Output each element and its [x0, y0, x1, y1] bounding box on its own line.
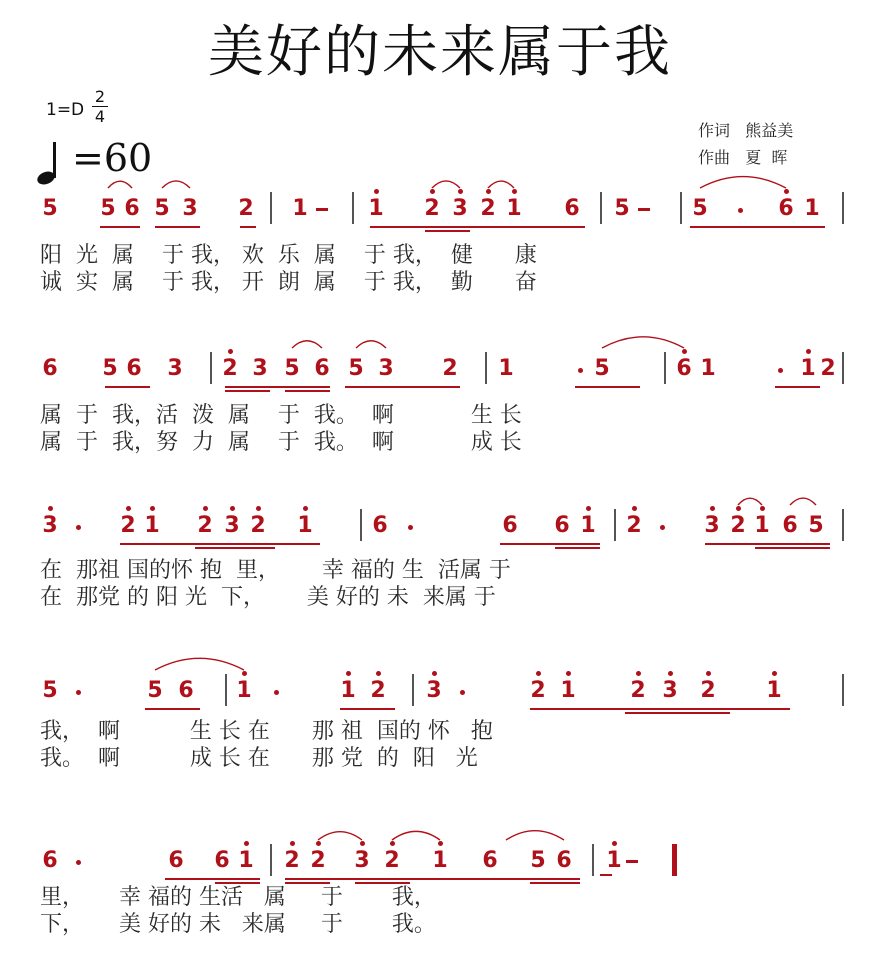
slur — [602, 337, 684, 348]
song-title: 美好的未来属于我 — [208, 20, 672, 85]
note-2: 2 — [370, 678, 386, 703]
note-2: 2 — [630, 678, 646, 703]
slur — [432, 181, 460, 188]
note-1: 1 — [800, 356, 816, 381]
note-6: 6 — [372, 513, 388, 538]
note-1: 1 — [498, 356, 514, 381]
note-1: 1 — [804, 196, 820, 221]
note-2: 2 — [284, 848, 300, 873]
note-2: 2 — [197, 513, 213, 538]
note-5: 5 — [42, 196, 58, 221]
lyric-line-1-verse-1: 阳 光 属 于 我， 欢 乐 属 于 我， 健 康 — [40, 243, 537, 268]
note-5: 5 — [594, 356, 610, 381]
note-3: 3 — [452, 196, 468, 221]
lyric-line-3-verse-2: 在 那党 的 阳 光 下， 美 好的 未 来属 于 — [40, 585, 496, 610]
slur — [506, 831, 564, 840]
note-6: 6 — [554, 513, 570, 538]
time-signature-top: 2 — [94, 87, 106, 106]
tempo-marking: =60 — [72, 136, 153, 180]
note-1: 1 — [297, 513, 313, 538]
slur — [738, 498, 762, 505]
slur — [108, 181, 132, 188]
slur — [700, 177, 786, 188]
note-5: 5 — [348, 356, 364, 381]
note-1: 1 — [766, 678, 782, 703]
note-6: 6 — [502, 513, 518, 538]
slur — [155, 658, 244, 670]
lyricist-credit: 作词 熊益美 — [698, 121, 794, 140]
note-1: 1 — [292, 196, 308, 221]
slur — [318, 832, 362, 840]
note-2: 2 — [626, 513, 642, 538]
note-1: 1 — [368, 196, 384, 221]
time-signature-bottom: 4 — [94, 107, 106, 126]
note-5: 5 — [102, 356, 118, 381]
note-6: 6 — [314, 356, 330, 381]
note-2: 2 — [700, 678, 716, 703]
slur — [292, 341, 322, 348]
note-3: 3 — [662, 678, 678, 703]
note-3: 3 — [182, 196, 198, 221]
note-5: 5 — [147, 678, 163, 703]
slur — [790, 498, 816, 505]
note-2: 2 — [222, 356, 238, 381]
note-1: 1 — [238, 848, 254, 873]
note-2: 2 — [820, 356, 836, 381]
note-3: 3 — [354, 848, 370, 873]
note-2: 2 — [480, 196, 496, 221]
note-1: 1 — [506, 196, 522, 221]
note-6: 6 — [178, 678, 194, 703]
slur — [356, 341, 386, 348]
note-6: 6 — [564, 196, 580, 221]
note-5: 5 — [100, 196, 116, 221]
slur — [392, 831, 440, 840]
note-1: 1 — [432, 848, 448, 873]
lyric-line-5-verse-2: 下， 美 好的 未 来属 于 我。 — [40, 912, 436, 937]
note-1: 1 — [560, 678, 576, 703]
note-2: 2 — [120, 513, 136, 538]
note-2: 2 — [250, 513, 266, 538]
key-signature: 1=D — [46, 100, 85, 120]
note-6: 6 — [42, 848, 58, 873]
lyric-line-2-verse-1: 属 于 我，活 泼 属 于 我。 啊 生 长 — [40, 403, 522, 428]
note-6: 6 — [778, 196, 794, 221]
lyric-line-4-verse-2: 我。 啊 成 长 在 那 党 的 阳 光 — [40, 746, 478, 771]
note-2: 2 — [530, 678, 546, 703]
note-3: 3 — [167, 356, 183, 381]
note-5: 5 — [530, 848, 546, 873]
note-6: 6 — [676, 356, 692, 381]
note-2: 2 — [310, 848, 326, 873]
note-2: 2 — [442, 356, 458, 381]
note-2: 2 — [424, 196, 440, 221]
note-3: 3 — [704, 513, 720, 538]
composer-credit: 作曲 夏 晖 — [698, 148, 788, 167]
note-6: 6 — [782, 513, 798, 538]
note-1: 1 — [236, 678, 252, 703]
note-2: 2 — [384, 848, 400, 873]
note-1: 1 — [580, 513, 596, 538]
note-3: 3 — [224, 513, 240, 538]
note-6: 6 — [168, 848, 184, 873]
lyric-line-4-verse-1: 我， 啊 生 长 在 那 祖 国的 怀 抱 — [40, 719, 493, 744]
note-6: 6 — [482, 848, 498, 873]
note-1: 1 — [754, 513, 770, 538]
note-5: 5 — [154, 196, 170, 221]
note-5: 5 — [692, 196, 708, 221]
lyric-line-2-verse-2: 属 于 我，努 力 属 于 我。 啊 成 长 — [40, 430, 522, 455]
note-6: 6 — [42, 356, 58, 381]
note-5: 5 — [42, 678, 58, 703]
note-2: 2 — [238, 196, 254, 221]
note-3: 3 — [42, 513, 58, 538]
lyric-line-5-verse-1: 里， 幸 福的 生活 属 于 我， — [40, 885, 436, 910]
note-6: 6 — [214, 848, 230, 873]
slur — [488, 181, 514, 188]
note-5: 5 — [284, 356, 300, 381]
slur — [162, 181, 190, 188]
note-6: 6 — [556, 848, 572, 873]
note-1: 1 — [144, 513, 160, 538]
note-1: 1 — [606, 848, 622, 873]
lyric-line-1-verse-2: 诚 实 属 于 我， 开 朗 属 于 我， 勤 奋 — [40, 270, 537, 295]
note-3: 3 — [426, 678, 442, 703]
note-1: 1 — [340, 678, 356, 703]
note-6: 6 — [124, 196, 140, 221]
note-5: 5 — [808, 513, 824, 538]
lyric-line-3-verse-1: 在 那祖 国的怀 抱 里， 幸 福的 生 活属 于 — [40, 558, 511, 583]
note-6: 6 — [126, 356, 142, 381]
note-3: 3 — [252, 356, 268, 381]
note-5: 5 — [614, 196, 630, 221]
note-2: 2 — [730, 513, 746, 538]
note-3: 3 — [378, 356, 394, 381]
note-1: 1 — [700, 356, 716, 381]
